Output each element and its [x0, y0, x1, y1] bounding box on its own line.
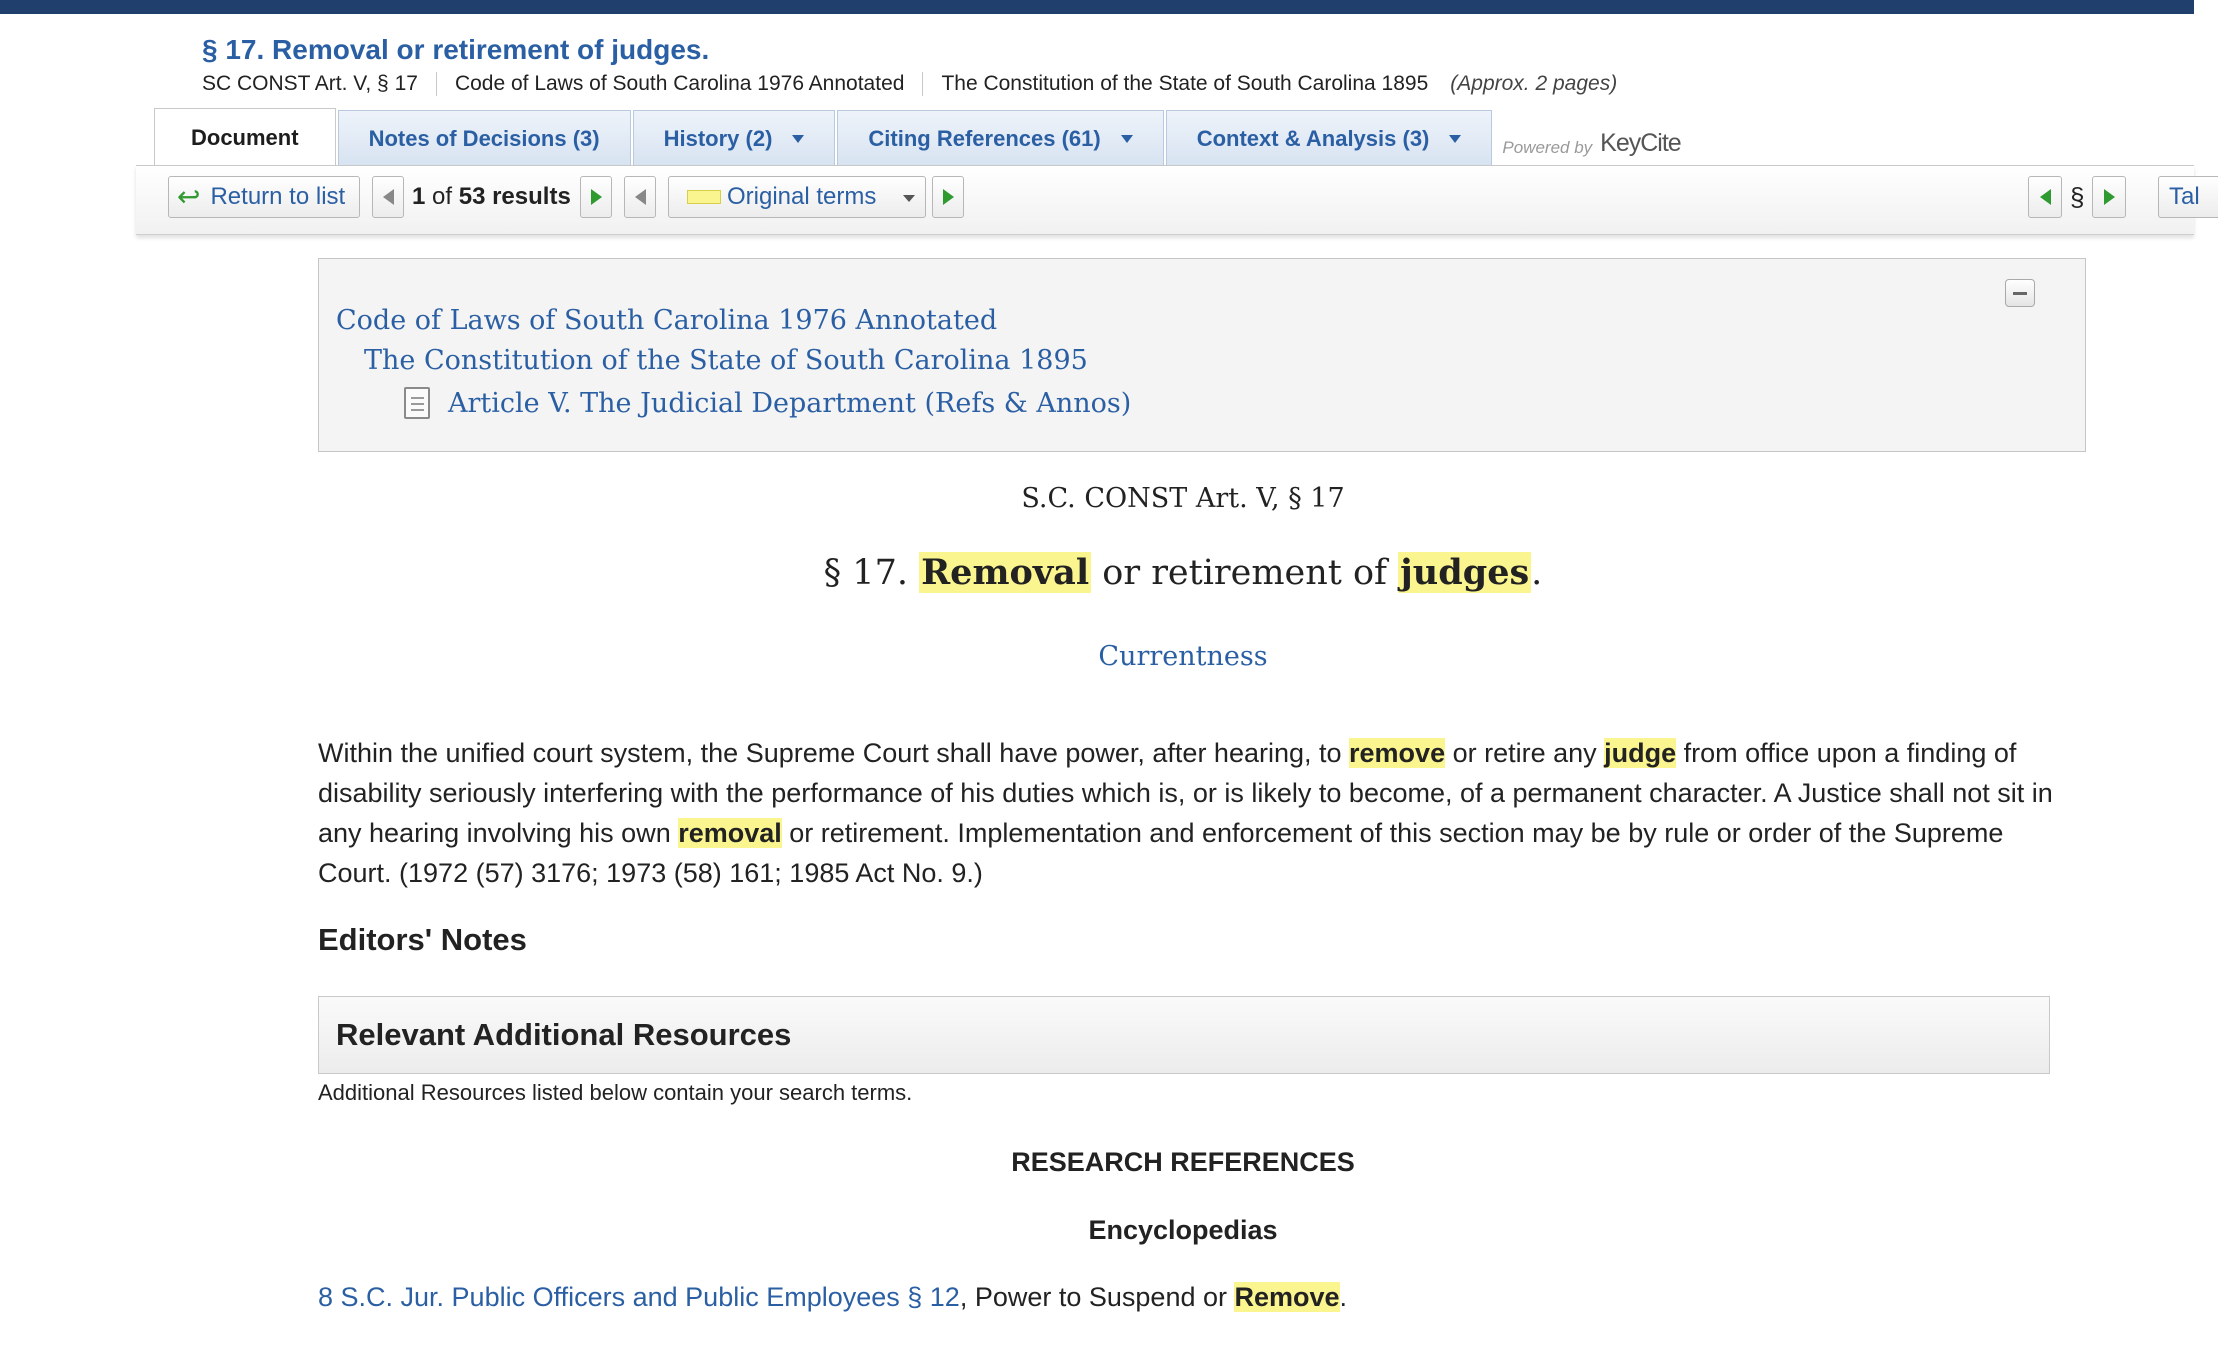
next-arrow-icon — [2104, 189, 2115, 205]
breadcrumb-article[interactable] — [404, 387, 1131, 419]
tab-citing-references[interactable] — [837, 110, 1163, 166]
additional-resources-header[interactable] — [318, 996, 2050, 1074]
prev-arrow-icon — [635, 189, 646, 205]
tab-partial-label: Tal — [2169, 183, 2200, 210]
previous-section-button[interactable] — [2028, 176, 2062, 218]
meta-cite: SC CONST Art. V, § 17 — [202, 72, 418, 95]
next-arrow-icon — [591, 189, 602, 205]
results-total: 53 results — [458, 183, 571, 210]
search-term-highlight: judge — [1604, 738, 1677, 768]
breadcrumb-code-of-laws[interactable]: Code of Laws of South Carolina 1976 Annotated — [336, 305, 998, 336]
text-segment: or retirement. Implementation and enforcement of this section may be by rule or order of the Supreme Court. (1972 (57) 3176; 1973 (58) 161; 1985 Act No. 9.) — [318, 818, 2004, 888]
search-terms-dropdown[interactable] — [668, 176, 926, 218]
meta-divider — [436, 72, 437, 96]
terms-label: Original terms — [727, 183, 877, 210]
currentness-link[interactable] — [318, 641, 2048, 672]
next-section-button[interactable] — [2092, 176, 2126, 218]
tab-document[interactable] — [154, 108, 336, 166]
powered-by-label: Powered by — [1502, 138, 1593, 157]
chevron-down-icon — [1121, 135, 1133, 143]
text-segment: from office upon a finding of disability seriously interfering with the performance of his duties which is, or is likely to become, of a permanent character. A Justice shall not sit in any hearing involving his own — [318, 738, 2053, 848]
text-segment: or retire any — [1445, 738, 1605, 768]
next-term-button[interactable] — [932, 176, 964, 218]
reference-text: , Power to Suspend or — [959, 1282, 1235, 1312]
document-meta — [202, 72, 1617, 96]
reference-end: . — [1339, 1282, 1348, 1312]
next-arrow-icon — [943, 189, 954, 205]
currentness-label: Currentness — [1098, 641, 1268, 672]
document-icon — [404, 387, 430, 419]
search-term-highlight: judges — [1400, 552, 1530, 593]
table-of-contents-button[interactable] — [2158, 176, 2218, 218]
meta-divider — [922, 72, 923, 96]
tab-label: Citing References (61) — [868, 125, 1101, 151]
statute-text — [318, 733, 2058, 893]
search-term-highlight: Remove — [1234, 1282, 1340, 1312]
section-heading — [318, 552, 2048, 593]
collapse-icon — [2013, 292, 2027, 295]
results-counter — [412, 183, 571, 211]
return-arrow-icon: ↩ — [177, 181, 201, 212]
heading-middle: or retirement of — [1091, 553, 1399, 593]
return-label: Return to list — [210, 183, 346, 210]
reference-item — [318, 1282, 1347, 1313]
breadcrumb-article-label: Article V. The Judicial Department (Refs & Annos) — [448, 387, 1132, 419]
meta-source: Code of Laws of South Carolina 1976 Annotated — [454, 72, 905, 95]
document-toolbar — [136, 165, 2200, 235]
tab-label: Document — [191, 124, 299, 150]
heading-suffix: . — [1531, 553, 1543, 593]
collapse-button[interactable] — [2005, 279, 2035, 307]
keycite-logo: KeyCite — [1600, 129, 1681, 157]
prev-arrow-icon — [383, 189, 394, 205]
document-title: § 17. Removal or retirement of judges. — [202, 34, 710, 65]
top-bar — [0, 0, 2194, 14]
tab-context-analysis[interactable] — [1166, 110, 1493, 166]
meta-approx-pages: (Approx. 2 pages) — [1450, 72, 1618, 95]
chevron-down-icon — [903, 195, 915, 202]
research-references-heading: RESEARCH REFERENCES — [1011, 1147, 1355, 1177]
chevron-down-icon — [1449, 135, 1461, 143]
keycite-badge — [1502, 110, 1680, 166]
next-result-button[interactable] — [580, 176, 612, 218]
section-symbol: § — [2070, 182, 2085, 212]
meta-constitution: The Constitution of the State of South Carolina 1895 — [941, 72, 1429, 95]
heading-prefix: § 17. — [823, 553, 920, 593]
document-tabs — [154, 110, 1681, 166]
breadcrumb — [318, 258, 2086, 452]
encyclopedias-heading: Encyclopedias — [1088, 1215, 1278, 1245]
resources-title: Relevant Additional Resources — [336, 1017, 792, 1052]
resources-note: Additional Resources listed below contain your search terms. — [318, 1080, 913, 1105]
highlight-swatch-icon — [687, 190, 721, 204]
text-segment: Within the unified court system, the Supreme Court shall have power, after hearing, to — [318, 738, 1350, 768]
search-term-highlight: Removal — [921, 552, 1090, 593]
tab-label: History (2) — [663, 125, 773, 151]
previous-result-button[interactable] — [372, 176, 404, 218]
return-to-list-button[interactable] — [168, 176, 360, 218]
breadcrumb-constitution[interactable]: The Constitution of the State of South Carolina 1895 — [364, 345, 1088, 376]
search-term-highlight: removal — [678, 818, 782, 848]
tab-history[interactable] — [633, 110, 836, 166]
prev-arrow-icon — [2040, 189, 2051, 205]
previous-term-button[interactable] — [624, 176, 656, 218]
reference-link[interactable]: 8 S.C. Jur. Public Officers and Public Employees § 12 — [318, 1282, 960, 1312]
editors-notes-heading: Editors' Notes — [318, 922, 527, 957]
results-current: 1 — [412, 183, 426, 210]
results-of: of — [425, 183, 459, 210]
search-term-highlight: remove — [1349, 738, 1446, 768]
tab-notes-of-decisions[interactable] — [338, 110, 631, 166]
tab-label: Context & Analysis (3) — [1196, 125, 1430, 151]
tab-label: Notes of Decisions (3) — [368, 125, 600, 151]
document-citation: S.C. CONST Art. V, § 17 — [1021, 483, 1345, 514]
chevron-down-icon — [792, 135, 804, 143]
